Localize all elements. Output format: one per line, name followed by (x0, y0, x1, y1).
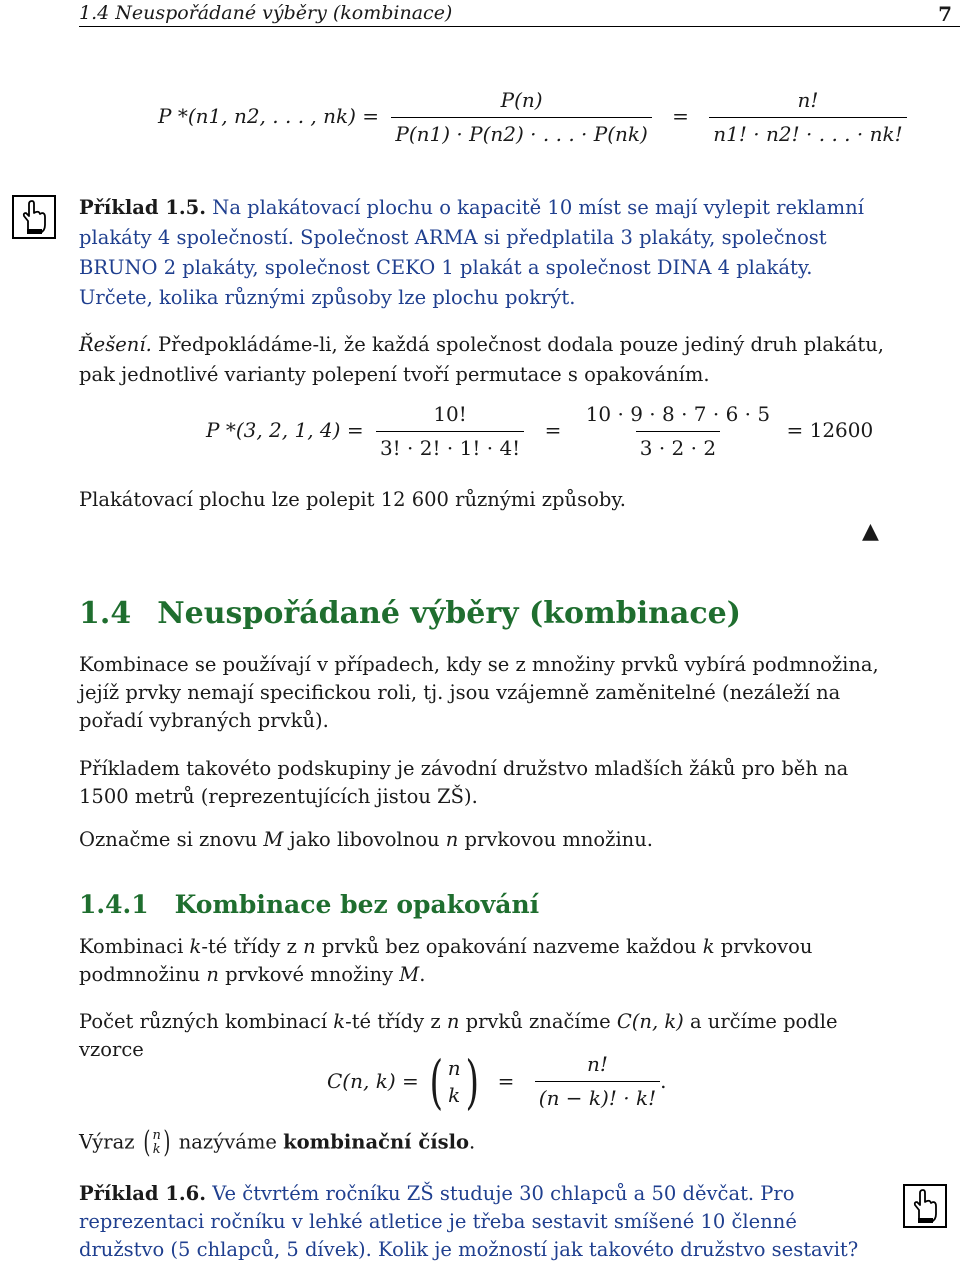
paragraph-text: Označme si znovu (79, 828, 264, 851)
bold-term: kombinační číslo (283, 1130, 470, 1154)
fraction-denominator: 3! · 2! · 1! · 4! (376, 431, 524, 463)
paragraph-text: prvků bez opakování nazveme každou (315, 935, 703, 958)
paragraph-text: a určíme podle vzorce (79, 1010, 838, 1062)
paragraph-text: prvkovou množinu. (458, 828, 654, 851)
fraction-numerator: n! (586, 1052, 608, 1076)
equals-sign: = (497, 1069, 515, 1093)
math-symbol: n (446, 1010, 460, 1033)
math-symbol: k (333, 1010, 346, 1033)
equals-sign: = (672, 104, 689, 128)
binomial-stack (448, 1055, 461, 1109)
paragraph-text: Kombinace se používají v případech, kdy se z množiny prvků vybírá podmnožina, jejíž prvky nemají specifickou roli, tj. jsou vzájemně zaměnitelné (nezáleží na pořadí vybraných prvků). (79, 653, 879, 732)
definition-paragraph (79, 933, 885, 989)
solution-formula (206, 400, 873, 463)
formula-result: = 12600 (786, 418, 874, 442)
paragraph-text: Výraz (79, 1130, 141, 1154)
math-symbol: n (206, 963, 219, 986)
paragraph-text: jako libovolnou (283, 828, 446, 851)
math-symbol: M (399, 963, 420, 986)
right-paren: ) (465, 1047, 479, 1116)
example-text: Ve čtvrtém ročníku ZŠ studuje 30 chlapců a 50 děvčat. Pro reprezentaci ročníku v lehké atletice je třeba sestavit smíšené 10 členné družstvo (5 chlapců, 5 dívek). Kolik je možností jak takovéto družstvo sestavit? (79, 1182, 859, 1261)
paragraph-text: prvkové množiny (218, 963, 400, 986)
paragraph-text: Počet různých kombinací (79, 1010, 334, 1033)
formula-lhs: C(n, k) = (327, 1069, 419, 1093)
paragraph-text: Kombinaci (79, 935, 190, 958)
qed-mark: ▲ (862, 519, 879, 544)
paragraph-text: nazýváme (172, 1130, 284, 1154)
solution-paragraph (79, 330, 885, 390)
page-number: 7 (938, 2, 952, 26)
section-title: Neuspořádané výběry (kombinace) (157, 596, 741, 631)
math-symbol: n (445, 828, 459, 851)
example-1-6 (79, 1180, 884, 1264)
paragraph-text: . (469, 1130, 476, 1154)
formula-fraction (535, 1050, 660, 1113)
fraction-numerator: 10! (433, 402, 467, 426)
formula-lhs: P *(3, 2, 1, 4) = (206, 418, 364, 442)
fraction-denominator: n1! · n2! · . . . · nk! (709, 117, 906, 149)
formula-fraction-2 (709, 86, 906, 149)
paragraph-text: -té třídy z (345, 1010, 447, 1033)
math-symbol: n (303, 935, 316, 958)
multinomial-formula (158, 86, 913, 149)
section-paragraph-2 (79, 755, 885, 811)
pointing-hand-icon (12, 195, 56, 239)
paragraph-text: Příkladem takovéto podskupiny je závodní družstvo mladších žáků pro běh na 1500 metrů (reprezentujících jistou ZŠ). (79, 757, 849, 808)
left-paren: ( (429, 1047, 444, 1116)
combination-formula (327, 1047, 667, 1116)
formula-lhs: P *(n1, n2, . . . , nk) = (158, 104, 380, 128)
binomial-top: n (152, 1127, 161, 1143)
paragraph-text: prvků značíme (459, 1010, 617, 1033)
formula-fraction-2 (582, 400, 774, 463)
example-1-5 (79, 193, 885, 313)
math-symbol: k (189, 935, 202, 958)
paragraph-text: . (419, 963, 426, 986)
fraction-numerator: 10 · 9 · 8 · 7 · 6 · 5 (585, 402, 771, 426)
math-symbol: C(n, k) (616, 1010, 684, 1033)
formula-period: . (660, 1069, 667, 1093)
math-symbol: k (702, 935, 715, 958)
conclusion-text: Plakátovací plochu lze polepit 12 600 různými způsoby. (79, 488, 626, 511)
solution-label: Řešení. (79, 333, 152, 356)
section-paragraph-1 (79, 651, 885, 735)
paragraph-text: prvkovou podmnožinu (79, 935, 813, 986)
binomial-bottom: k (448, 1082, 461, 1107)
math-symbol: M (263, 828, 284, 851)
running-header-title: 1.4 Neuspořádané výběry (kombinace) (79, 2, 453, 24)
binomial-coefficient (425, 1047, 483, 1116)
expression-paragraph (79, 1125, 885, 1160)
solution-conclusion (79, 486, 885, 514)
paragraph-text: -té třídy z (201, 935, 304, 958)
example-label: Příklad 1.5. (79, 196, 207, 219)
binomial-stack (152, 1129, 160, 1158)
subsection-number: 1.4.1 (79, 890, 149, 919)
section-heading (79, 592, 885, 636)
solution-text: Předpokládáme-li, že každá společnost dodala pouze jediný druh plakátu, pak jednotlivé varianty polepení tvoří permutace s opakováním. (79, 333, 885, 386)
binomial-bottom: k (152, 1142, 161, 1157)
fraction-denominator: 3 · 2 · 2 (636, 431, 720, 463)
formula-fraction-1 (391, 86, 651, 149)
example-text: Na plakátovací plochu o kapacitě 10 míst se mají vylepit reklamní plakáty 4 společností. Společnost ARMA si předplatila 3 plakáty, společnost BRUNO 2 plakáty, společnost CEKO 1 plakát a společnost DINA 4 plakáty. Určete, kolika různými způsoby lze plochu pokrýt. (79, 196, 864, 309)
pointing-hand-icon (903, 1184, 947, 1228)
right-paren: ) (163, 1125, 171, 1160)
section-paragraph-3 (79, 826, 885, 854)
binomial-top: n (447, 1055, 461, 1080)
binomial-coefficient-inline (141, 1125, 173, 1160)
example-label: Příklad 1.6. (79, 1182, 207, 1205)
subsection-title: Kombinace bez opakování (174, 890, 540, 919)
fraction-denominator: P(n1) · P(n2) · . . . · P(nk) (391, 117, 651, 149)
left-paren: ( (143, 1125, 151, 1160)
equals-sign: = (544, 418, 562, 442)
subsection-heading (79, 887, 885, 923)
running-header (79, 0, 960, 27)
fraction-denominator: (n − k)! · k! (535, 1081, 660, 1113)
formula-fraction-1 (376, 400, 524, 463)
section-number: 1.4 (79, 596, 132, 631)
fraction-numerator: P(n) (500, 88, 543, 112)
fraction-numerator: n! (797, 88, 819, 112)
